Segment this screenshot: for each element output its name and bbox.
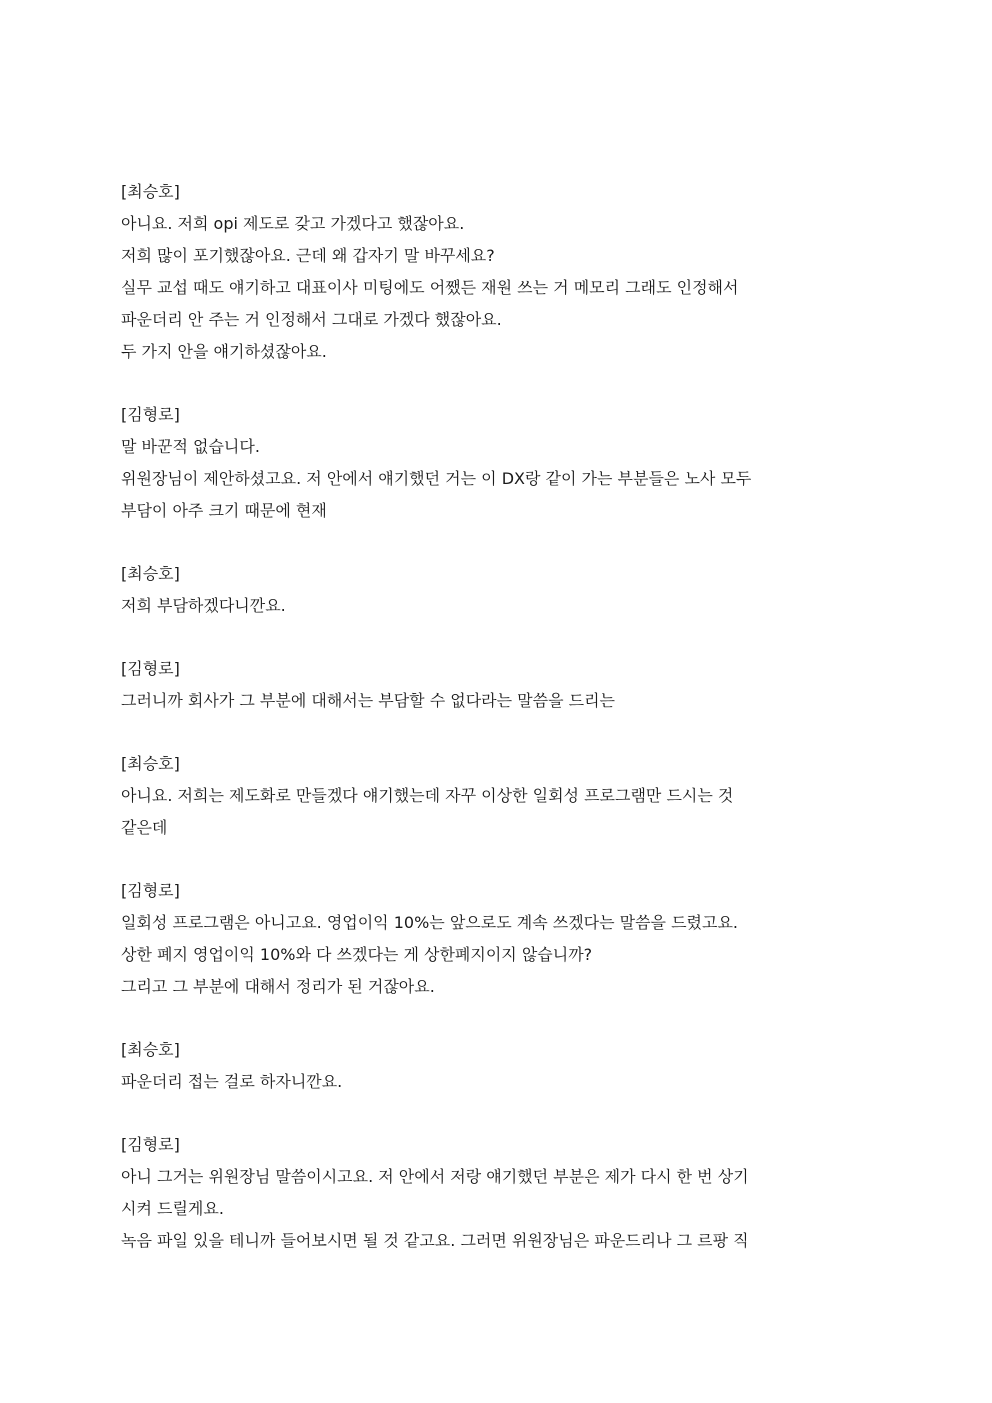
dialogue-line: 일회성 프로그램은 아니고요. 영업이익 10%는 앞으로도 계속 쓰겠다는 말씀을 드렸고요.: [121, 913, 739, 932]
dialogue-line: 두 가지 안을 얘기하셨잖아요.: [121, 342, 327, 361]
speaker-label: [최승호]: [121, 1040, 180, 1059]
dialogue-line: 부담이 아주 크기 때문에 현재: [121, 501, 327, 520]
speaker-label: [최승호]: [121, 754, 180, 773]
dialogue-line: 말 바꾼적 없습니다.: [121, 437, 260, 456]
dialogue-line: 아니 그거는 위원장님 말씀이시고요. 저 안에서 저랑 얘기했던 부분은 제가 다시 한 번 상기: [121, 1167, 749, 1186]
dialogue-line: 파운더리 접는 걸로 하자니깐요.: [121, 1072, 343, 1091]
blank-line: [121, 527, 881, 558]
dialogue-line: 그리고 그 부분에 대해서 정리가 된 거잖아요.: [121, 977, 435, 996]
blank-line: [121, 1098, 881, 1129]
dialogue-line: 실무 교섭 때도 얘기하고 대표이사 미팅에도 어쨌든 재원 쓰는 거 메모리 그래도 인정해서: [121, 278, 739, 297]
speaker-label: [김형로]: [121, 659, 180, 678]
blank-line: [121, 368, 881, 399]
blank-line: [121, 1003, 881, 1034]
blank-line: [121, 717, 881, 748]
dialogue-line: 아니요. 저희는 제도화로 만들겠다 얘기했는데 자꾸 이상한 일회성 프로그램만 드시는 것: [121, 786, 734, 805]
dialogue-line: 녹음 파일 있을 테니까 들어보시면 될 것 같고요. 그러면 위원장님은 파운드리나 그 르팡 직: [121, 1231, 749, 1250]
blank-line: [121, 844, 881, 875]
dialogue-line: 시켜 드릴게요.: [121, 1199, 224, 1218]
dialogue-line: 그러니까 회사가 그 부분에 대해서는 부담할 수 없다라는 말씀을 드리는: [121, 691, 615, 710]
speaker-label: [최승호]: [121, 182, 180, 201]
speaker-label: [김형로]: [121, 405, 180, 424]
speaker-label: [김형로]: [121, 881, 180, 900]
dialogue-line: 아니요. 저희 opi 제도로 갖고 가겠다고 했잖아요.: [121, 214, 465, 233]
speaker-label: [김형로]: [121, 1135, 180, 1154]
dialogue-line: 상한 폐지 영업이익 10%와 다 쓰겠다는 게 상한폐지이지 않습니까?: [121, 945, 593, 964]
dialogue-line: 위원장님이 제안하셨고요. 저 안에서 얘기했던 거는 이 DX랑 같이 가는 부분들은 노사 모두: [121, 469, 752, 488]
dialogue-line: 저희 많이 포기했잖아요. 근데 왜 갑자기 말 바꾸세요?: [121, 246, 495, 265]
speaker-label: [최승호]: [121, 564, 180, 583]
dialogue-line: 저희 부담하겠다니깐요.: [121, 596, 286, 615]
dialogue-line: 같은데: [121, 818, 168, 837]
transcript-body: [121, 176, 881, 1257]
blank-line: [121, 622, 881, 653]
dialogue-line: 파운더리 안 주는 거 인정해서 그대로 가겠다 했잖아요.: [121, 310, 502, 329]
